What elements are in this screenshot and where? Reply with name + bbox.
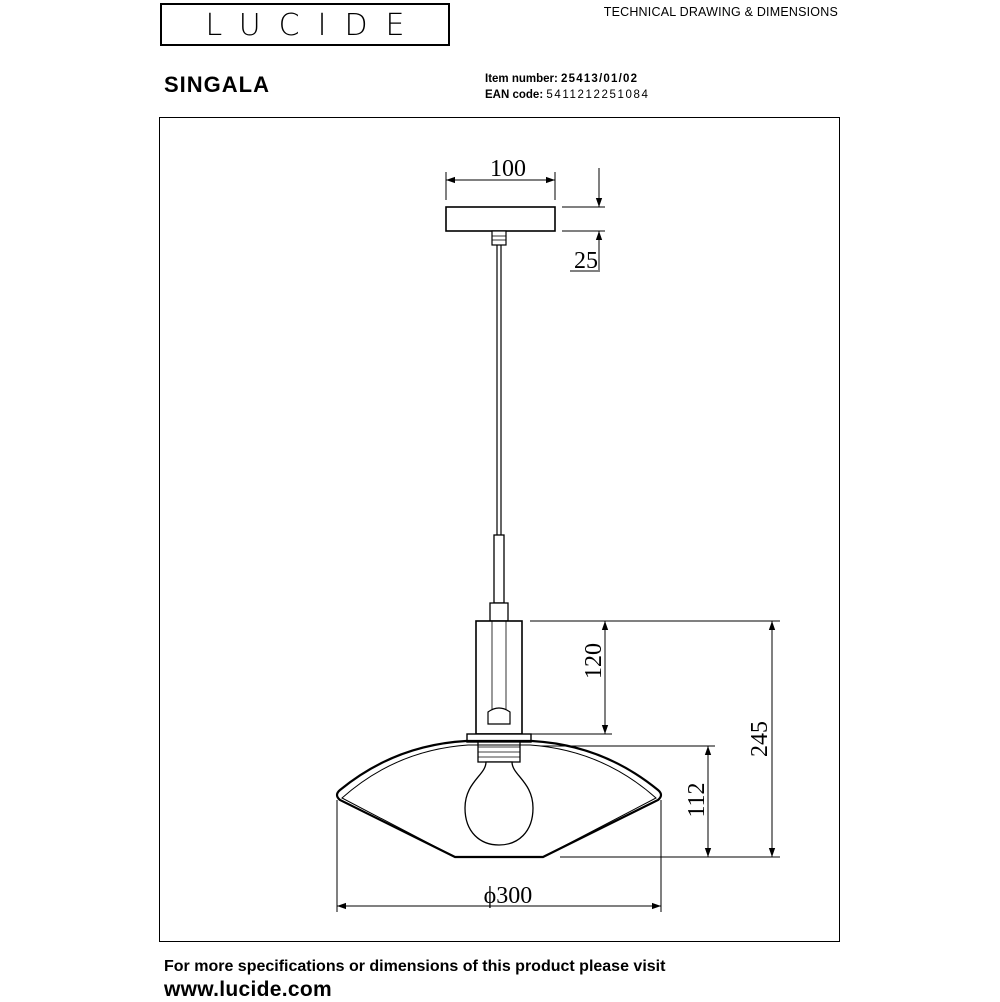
ceiling-canopy: [446, 207, 555, 245]
shade-height-label: 112: [684, 782, 710, 818]
website-link[interactable]: www.lucide.com: [164, 978, 332, 1001]
holder-height-label: 120: [581, 643, 607, 679]
ean-label: EAN code:: [485, 89, 544, 101]
dimension-canopy-width: [446, 156, 555, 200]
product-name: SINGALA: [164, 72, 270, 97]
total-height-label: 245: [747, 721, 773, 757]
canopy-width-label: 100: [490, 156, 526, 182]
document-type: TECHNICAL DRAWING & DIMENSIONS: [603, 5, 838, 19]
dimension-holder-height: [530, 621, 612, 734]
suspension-cable: [490, 245, 508, 621]
brand-logo-text: LUCIDE: [205, 8, 423, 43]
canopy-height-label: 25: [574, 248, 598, 274]
ean-value: 5411212251084: [546, 89, 650, 101]
diameter-label: ϕ300: [483, 883, 533, 909]
item-number-value: 25413/01/02: [561, 73, 639, 85]
dimension-canopy-height: [562, 168, 605, 274]
footer-text: For more specifications or dimensions of this product please visit: [164, 958, 666, 975]
item-number-label: Item number:: [485, 73, 558, 85]
dimension-shade-height: [540, 746, 715, 857]
